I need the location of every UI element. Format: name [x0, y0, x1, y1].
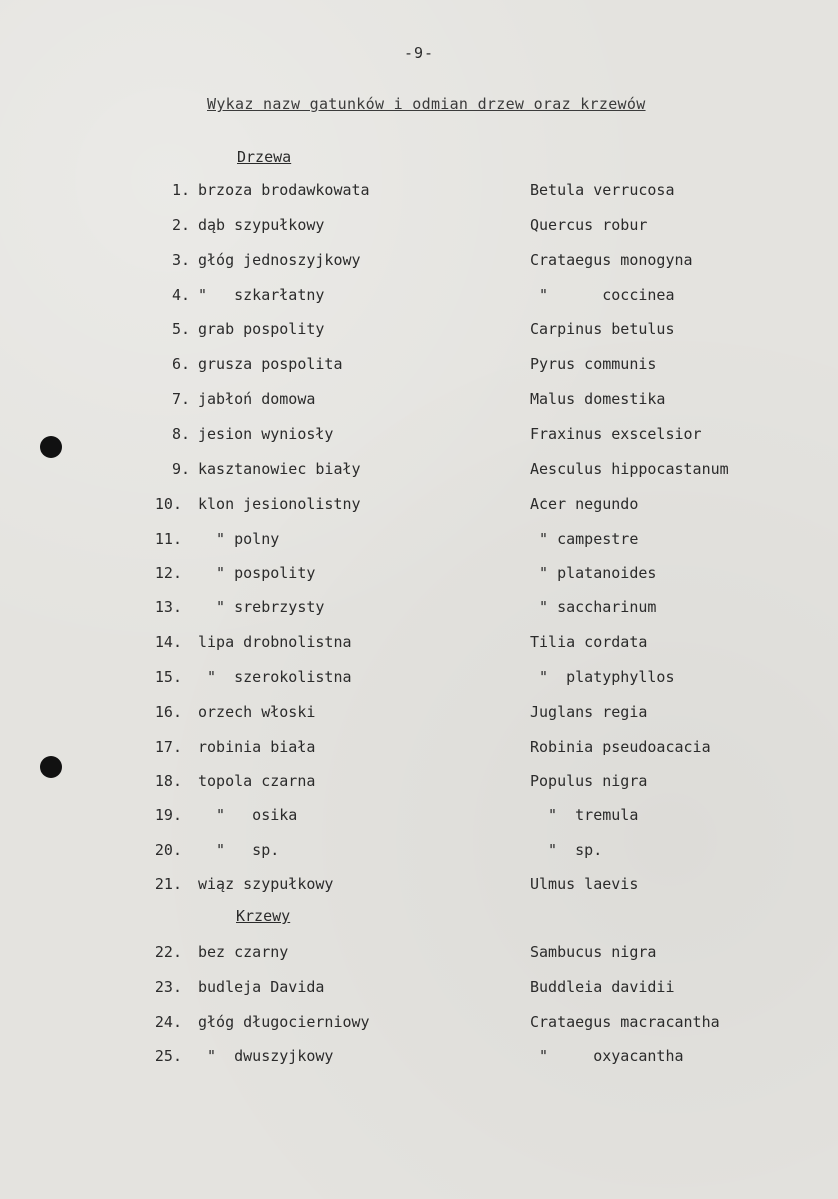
latin-name: Tilia cordata: [530, 633, 648, 651]
polish-name: dąb szypułkowy: [198, 216, 325, 234]
latin-name: Quercus robur: [530, 216, 648, 234]
latin-name: Betula verrucosa: [530, 181, 675, 199]
list-item: [0, 460, 838, 484]
page-number: -9-: [403, 44, 435, 62]
polish-name: " polny: [198, 530, 280, 548]
item-number: 8.: [171, 425, 190, 443]
latin-name: " campestre: [530, 530, 639, 548]
list-item: [0, 495, 838, 519]
polish-name: głóg długocierniowy: [198, 1013, 370, 1031]
item-number: 6.: [171, 355, 190, 373]
item-number: 15.: [154, 668, 182, 686]
polish-name: wiąz szypułkowy: [198, 875, 334, 893]
polish-name: orzech włoski: [198, 703, 316, 721]
list-item: [0, 943, 838, 967]
polish-name: robinia biała: [198, 738, 316, 756]
polish-name: topola czarna: [198, 772, 316, 790]
polish-name: " sp.: [198, 841, 280, 859]
polish-name: grab pospolity: [198, 320, 325, 338]
list-item: [0, 772, 838, 796]
polish-name: kasztanowiec biały: [198, 460, 361, 478]
polish-name: " szerokolistna: [198, 668, 352, 686]
polish-name: głóg jednoszyjkowy: [198, 251, 361, 269]
list-item: [0, 978, 838, 1002]
list-item: [0, 633, 838, 657]
polish-name: jabłoń domowa: [198, 390, 316, 408]
item-number: 23.: [154, 978, 182, 996]
item-number: 17.: [154, 738, 182, 756]
list-item: [0, 668, 838, 692]
latin-name: Ulmus laevis: [530, 875, 639, 893]
item-number: 12.: [154, 564, 182, 582]
list-item: [0, 875, 838, 899]
polish-name: " szkarłatny: [198, 286, 325, 304]
polish-name: bez czarny: [198, 943, 289, 961]
latin-name: Carpinus betulus: [530, 320, 675, 338]
item-number: 24.: [154, 1013, 182, 1031]
latin-name: Populus nigra: [530, 772, 648, 790]
document-title: Wykaz nazw gatunków i odmian drzew oraz krzewów: [207, 95, 646, 113]
list-item: [0, 564, 838, 588]
item-number: 19.: [154, 806, 182, 824]
list-item: [0, 738, 838, 762]
polish-name: " pospolity: [198, 564, 316, 582]
latin-name: Robinia pseudoacacia: [530, 738, 711, 756]
latin-name: " oxyacantha: [530, 1047, 684, 1065]
polish-name: " dwuszyjkowy: [198, 1047, 334, 1065]
list-item: [0, 425, 838, 449]
list-item: [0, 703, 838, 727]
list-item: [0, 841, 838, 865]
polish-name: klon jesionolistny: [198, 495, 361, 513]
list-item: [0, 598, 838, 622]
latin-name: Buddleia davidii: [530, 978, 675, 996]
list-item: [0, 530, 838, 554]
polish-name: lipa drobnolistna: [198, 633, 352, 651]
latin-name: Acer negundo: [530, 495, 639, 513]
item-number: 21.: [154, 875, 182, 893]
item-number: 1.: [171, 181, 190, 199]
item-number: 25.: [154, 1047, 182, 1065]
latin-name: " tremula: [530, 806, 639, 824]
latin-name: " saccharinum: [530, 598, 657, 616]
list-item: [0, 286, 838, 310]
polish-name: " osika: [198, 806, 298, 824]
polish-name: jesion wyniosły: [198, 425, 334, 443]
section-heading-trees: Drzewa: [237, 148, 292, 166]
latin-name: Crataegus monogyna: [530, 251, 693, 269]
item-number: 18.: [154, 772, 182, 790]
list-item: [0, 320, 838, 344]
latin-name: Fraxinus exscelsior: [530, 425, 702, 443]
latin-name: " platanoides: [530, 564, 657, 582]
latin-name: Malus domestika: [530, 390, 666, 408]
polish-name: grusza pospolita: [198, 355, 343, 373]
latin-name: Sambucus nigra: [530, 943, 657, 961]
item-number: 7.: [171, 390, 190, 408]
latin-name: Juglans regia: [530, 703, 648, 721]
item-number: 5.: [171, 320, 190, 338]
polish-name: " srebrzysty: [198, 598, 325, 616]
item-number: 16.: [154, 703, 182, 721]
item-number: 9.: [171, 460, 190, 478]
latin-name: Pyrus communis: [530, 355, 657, 373]
item-number: 3.: [171, 251, 190, 269]
list-item: [0, 390, 838, 414]
latin-name: " coccinea: [530, 286, 675, 304]
item-number: 10.: [154, 495, 182, 513]
list-item: [0, 181, 838, 205]
list-item: [0, 355, 838, 379]
item-number: 11.: [154, 530, 182, 548]
latin-name: Crataegus macracantha: [530, 1013, 720, 1031]
latin-name: " platyphyllos: [530, 668, 675, 686]
list-item: [0, 1013, 838, 1037]
list-item: [0, 251, 838, 275]
item-number: 22.: [154, 943, 182, 961]
section-heading-shrubs: Krzewy: [236, 907, 291, 925]
latin-name: " sp.: [530, 841, 603, 859]
item-number: 14.: [154, 633, 182, 651]
list-item: [0, 1047, 838, 1071]
latin-name: Aesculus hippocastanum: [530, 460, 729, 478]
list-item: [0, 216, 838, 240]
item-number: 4.: [171, 286, 190, 304]
list-item: [0, 806, 838, 830]
item-number: 20.: [154, 841, 182, 859]
polish-name: brzoza brodawkowata: [198, 181, 370, 199]
item-number: 13.: [154, 598, 182, 616]
item-number: 2.: [171, 216, 190, 234]
polish-name: budleja Davida: [198, 978, 325, 996]
